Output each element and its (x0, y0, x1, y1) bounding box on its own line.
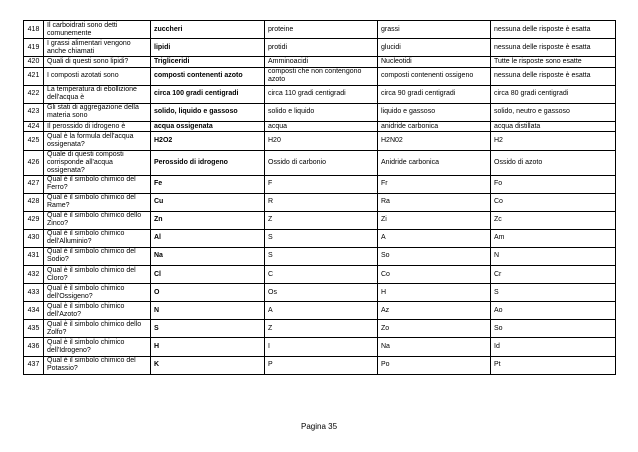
table-row (24, 229, 616, 247)
correct-answer: Na (151, 247, 265, 265)
option-c: composti contenenti ossigeno (378, 67, 491, 85)
correct-answer: Zn (151, 211, 265, 229)
question-number: 430 (24, 229, 44, 247)
option-b: circa 110 gradi centigradi (265, 85, 378, 103)
table-row (24, 356, 616, 374)
option-b: Z (265, 320, 378, 338)
correct-answer: Al (151, 229, 265, 247)
option-d: acqua distillata (491, 121, 616, 132)
option-c: liquido e gassoso (378, 103, 491, 121)
table-row (24, 132, 616, 150)
table-row (24, 175, 616, 193)
table-row (24, 247, 616, 265)
table-row (24, 57, 616, 68)
option-d: solido, neutro e gassoso (491, 103, 616, 121)
question-number: 425 (24, 132, 44, 150)
table-row (24, 302, 616, 320)
option-d: H2 (491, 132, 616, 150)
question-text: Qual è il simbolo chimico del Sodio? (44, 247, 151, 265)
correct-answer: circa 100 gradi centigradi (151, 85, 265, 103)
question-text: Qual è il simbolo chimico dello Zolfo? (44, 320, 151, 338)
question-number: 427 (24, 175, 44, 193)
question-number: 419 (24, 39, 44, 57)
option-c: Az (378, 302, 491, 320)
option-b: P (265, 356, 378, 374)
question-number: 437 (24, 356, 44, 374)
table-row (24, 121, 616, 132)
option-b: Os (265, 284, 378, 302)
option-c: grassi (378, 21, 491, 39)
option-b: Z (265, 211, 378, 229)
correct-answer: zuccheri (151, 21, 265, 39)
table-row (24, 284, 616, 302)
correct-answer: S (151, 320, 265, 338)
question-number: 426 (24, 150, 44, 175)
correct-answer: Cu (151, 193, 265, 211)
option-d: nessuna delle risposte è esatta (491, 67, 616, 85)
option-b: composti che non contengono azoto (265, 67, 378, 85)
option-d: Pt (491, 356, 616, 374)
question-number: 436 (24, 338, 44, 356)
question-number: 433 (24, 284, 44, 302)
question-number: 422 (24, 85, 44, 103)
table-row (24, 39, 616, 57)
question-number: 429 (24, 211, 44, 229)
question-text: I composti azotati sono (44, 67, 151, 85)
question-text: Qual è la formula dell'acqua ossigenata? (44, 132, 151, 150)
option-d: Am (491, 229, 616, 247)
option-b: S (265, 247, 378, 265)
table-row (24, 338, 616, 356)
option-d: Cr (491, 266, 616, 284)
option-d: Ossido di azoto (491, 150, 616, 175)
option-c: Na (378, 338, 491, 356)
option-b: R (265, 193, 378, 211)
option-d: nessuna delle risposte è esatta (491, 21, 616, 39)
option-b: proteine (265, 21, 378, 39)
option-b: S (265, 229, 378, 247)
correct-answer: H (151, 338, 265, 356)
table-row (24, 320, 616, 338)
question-text: Quale di questi composti corrisponde all'acqua ossigenata? (44, 150, 151, 175)
option-c: So (378, 247, 491, 265)
option-b: C (265, 266, 378, 284)
option-c: Anidride carbonica (378, 150, 491, 175)
question-number: 420 (24, 57, 44, 68)
option-d: nessuna delle risposte è esatta (491, 39, 616, 57)
option-d: N (491, 247, 616, 265)
option-d: Fo (491, 175, 616, 193)
option-c: glucidi (378, 39, 491, 57)
option-b: F (265, 175, 378, 193)
option-c: Zi (378, 211, 491, 229)
table-row (24, 266, 616, 284)
question-number: 434 (24, 302, 44, 320)
question-text: Qual è il simbolo chimico dello Zinco? (44, 211, 151, 229)
correct-answer: Fe (151, 175, 265, 193)
option-b: I (265, 338, 378, 356)
correct-answer: K (151, 356, 265, 374)
option-c: H2N02 (378, 132, 491, 150)
correct-answer: lipidi (151, 39, 265, 57)
question-text: Qual è il simbolo chimico dell'Alluminio? (44, 229, 151, 247)
option-c: anidride carbonica (378, 121, 491, 132)
option-b: acqua (265, 121, 378, 132)
correct-answer: H2O2 (151, 132, 265, 150)
correct-answer: O (151, 284, 265, 302)
option-c: Po (378, 356, 491, 374)
page-footer (0, 422, 638, 431)
table-row (24, 85, 616, 103)
option-b: protidi (265, 39, 378, 57)
option-c: A (378, 229, 491, 247)
option-c: Zo (378, 320, 491, 338)
question-number: 432 (24, 266, 44, 284)
option-b: H20 (265, 132, 378, 150)
option-c: Nucleotidi (378, 57, 491, 68)
question-number: 418 (24, 21, 44, 39)
question-text: Qual è il simbolo chimico del Cloro? (44, 266, 151, 284)
option-b: A (265, 302, 378, 320)
correct-answer: acqua ossigenata (151, 121, 265, 132)
question-number: 421 (24, 67, 44, 85)
correct-answer: N (151, 302, 265, 320)
option-c: H (378, 284, 491, 302)
question-sheet (23, 20, 615, 375)
table-row (24, 21, 616, 39)
question-number: 428 (24, 193, 44, 211)
question-text: I grassi alimentari vengono anche chiamati (44, 39, 151, 57)
question-number: 435 (24, 320, 44, 338)
correct-answer: solido, liquido e gassoso (151, 103, 265, 121)
page-number: Pagina 35 (300, 422, 338, 431)
table-row (24, 211, 616, 229)
option-d: Ao (491, 302, 616, 320)
option-d: S (491, 284, 616, 302)
correct-answer: Perossido di idrogeno (151, 150, 265, 175)
option-d: Tutte le risposte sono esatte (491, 57, 616, 68)
question-text: Quali di questi sono lipidi? (44, 57, 151, 68)
question-text: La temperatura di ebollizione dell'acqua è (44, 85, 151, 103)
option-b: solido e liquido (265, 103, 378, 121)
option-d: circa 80 gradi centigradi (491, 85, 616, 103)
table-row (24, 193, 616, 211)
correct-answer: composti contenenti azoto (151, 67, 265, 85)
quiz-table (23, 20, 616, 375)
question-text: Il perossido di idrogeno è (44, 121, 151, 132)
option-c: Co (378, 266, 491, 284)
question-text: Qual è il simbolo chimico del Potassio? (44, 356, 151, 374)
option-d: Co (491, 193, 616, 211)
question-text: Il carboidrati sono detti comunemente (44, 21, 151, 39)
option-d: So (491, 320, 616, 338)
question-number: 431 (24, 247, 44, 265)
table-row (24, 67, 616, 85)
question-text: Qual è il simbolo chimico dell'Ossigeno? (44, 284, 151, 302)
table-row (24, 103, 616, 121)
quiz-table-body (24, 21, 616, 375)
question-text: Qual è il simbolo chimico dell'Azoto? (44, 302, 151, 320)
option-d: Zc (491, 211, 616, 229)
correct-answer: Trigliceridi (151, 57, 265, 68)
option-c: circa 90 gradi centigradi (378, 85, 491, 103)
table-row (24, 150, 616, 175)
option-c: Ra (378, 193, 491, 211)
correct-answer: Cl (151, 266, 265, 284)
option-d: Id (491, 338, 616, 356)
question-text: Qual è il simbolo chimico del Rame? (44, 193, 151, 211)
question-text: Qual è il simbolo chimico dell'Idrogeno? (44, 338, 151, 356)
option-b: Ossido di carbonio (265, 150, 378, 175)
question-number: 423 (24, 103, 44, 121)
option-b: Amminoacidi (265, 57, 378, 68)
question-number: 424 (24, 121, 44, 132)
question-text: Gli stati di aggregazione della materia sono (44, 103, 151, 121)
option-c: Fr (378, 175, 491, 193)
question-text: Qual è il simbolo chimico del Ferro? (44, 175, 151, 193)
